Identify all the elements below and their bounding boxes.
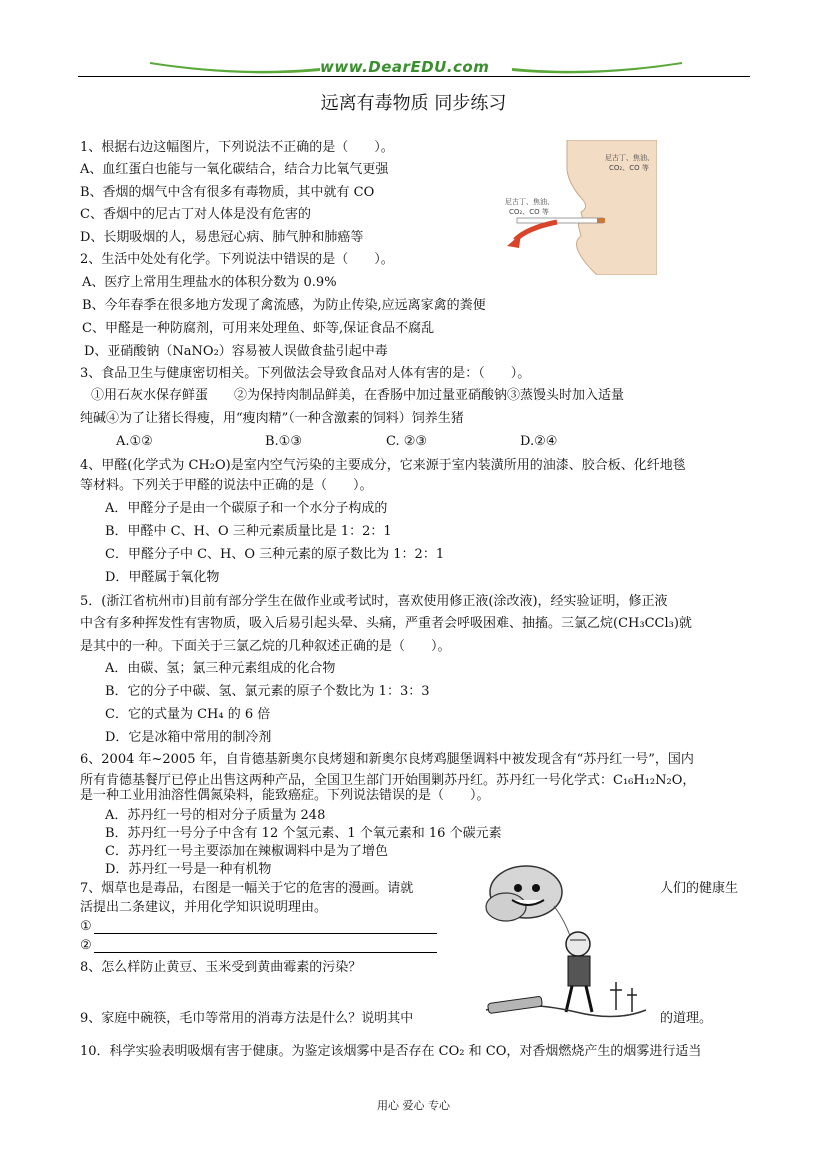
q6-stem-3: 是一种工业用油溶性偶氮染料，能致癌症。下列说法错误的是（ ）。	[80, 788, 490, 803]
q2-option-c: C、甲醛是一种防腐剂，可用来处理鱼、虾等,保证食品不腐乱	[82, 321, 435, 336]
q7-stem-1: 7、烟草也是毒品，右图是一幅关于它的危害的漫画。请就	[80, 881, 414, 896]
q1-option-c: C、香烟中的尼古丁对人体是没有危害的	[80, 207, 311, 222]
q2-option-a: A、医疗上常用生理盐水的体积分数为 0.9%	[82, 275, 337, 290]
q3-items-2: 纯碱④为了让猪长得瘦，用“瘦肉精”（一种含激素的饲料）饲养生猪	[80, 411, 464, 426]
q3-option-a: A.①②	[116, 434, 153, 449]
q9-stem-right: 的道理。	[660, 1011, 713, 1026]
page-footer: 用心 爱心 专心	[377, 1099, 450, 1112]
q1-stem: 1、根据右边这幅图片，下列说法不正确的是（ ）。	[80, 140, 394, 155]
q3-option-b: B.①③	[265, 434, 302, 449]
q6-option-d: D．苏丹红一号是一种有机物	[105, 862, 272, 877]
q4-option-a: A．甲醛分子是由一个碳原子和一个水分子构成的	[105, 501, 388, 516]
q3-option-c: C. ②③	[386, 434, 428, 449]
q3-stem: 3、食品卫生与健康密切相关。下列做法会导致食品对人体有害的是：（ ）。	[80, 366, 531, 381]
q7-stem-2: 活提出二条建议，并用化学知识说明理由。	[80, 900, 328, 915]
q4-option-b: B．甲醛中 C、H、O 三种元素质量比是 1：2：1	[105, 524, 392, 539]
q5-option-a: A．由碳、氢；氯三种元素组成的化合物	[105, 661, 336, 676]
q2-stem: 2、生活中处处有化学。下列说法中错误的是（ ）。	[80, 252, 394, 267]
q5-stem-1: 5．(浙江省杭州市)目前有部分学生在做作业或考试时，喜欢使用修正液(涂改液)，经实验证明，修正液	[80, 594, 668, 609]
figure-label-top: 尼古丁、焦油、	[605, 154, 654, 162]
q6-stem-1: 6、2004 年~2005 年，自肯德基新奥尔良烤翅和新奥尔良烤鸡腿堡调料中被发现含有“苏丹红一号”，国内	[80, 752, 694, 767]
q3-option-d: D.②④	[520, 434, 558, 449]
q2-option-b: B、今年春季在很多地方发现了禽流感，为防止传染,应远离家禽的粪便	[82, 298, 486, 313]
q1-option-d: D、长期吸烟的人，易患冠心病、肺气肿和肺癌等	[80, 230, 364, 245]
q5-option-d: D．它是冰箱中常用的制冷剂	[105, 730, 272, 745]
q6-option-a: A．苏丹红一号的相对分子质量为 248	[105, 808, 326, 823]
q7-answer-2-label: ②	[80, 938, 92, 953]
q4-stem-2: 等材料。下列关于甲醛的说法中正确的是（ ）。	[80, 478, 373, 493]
q5-option-b: B．它的分子中碳、氢、氯元素的原子个数比为 1：3：3	[105, 684, 430, 699]
q4-stem-1: 4、甲醛(化学式为 CH₂O)是室内空气污染的主要成分，它来源于室内装潢所用的油漆、胶合板、化纤地毯	[80, 458, 686, 473]
figure-label-left: 尼古丁、焦油、	[505, 198, 554, 206]
q7-answer-1-line[interactable]	[94, 933, 437, 934]
page-title: 远离有毒物质 同步练习	[320, 93, 507, 114]
header-rule	[78, 76, 750, 77]
logo-swoosh-left	[150, 58, 320, 74]
q7-answer-2-line[interactable]	[94, 952, 437, 953]
figure-label-top2: CO₂、CO 等	[609, 164, 649, 172]
q1-option-b: B、香烟的烟气中含有很多有毒物质，其中就有 CO	[80, 185, 375, 200]
q10-stem: 10．科学实验表明吸烟有害于健康。为鉴定该烟雾中是否存在 CO₂ 和 CO，对香烟燃烧产生的烟雾进行适当	[80, 1044, 702, 1059]
q4-option-d: D．甲醛属于氧化物	[105, 570, 220, 585]
q6-stem-2: 所有肯德基餐厅已停止出售这两种产品，全国卫生部门开始围剿苏丹红。苏丹红一号化学式：C₁₆H₁₂N₂O，	[80, 773, 696, 788]
q1-option-a: A、血红蛋白也能与一氧化碳结合，结合力比氧气更强	[80, 162, 389, 177]
q5-stem-2: 中含有多种挥发性有害物质，吸入后易引起头晕、头痛，严重者会呼吸困难、抽搐。三氯乙烷(CH₃CCl₃)就	[80, 616, 692, 631]
q8-stem: 8、怎么样防止黄豆、玉米受到黄曲霉素的污染？	[80, 960, 362, 975]
smoking-face-illustration	[497, 140, 657, 275]
q7-stem-1-right: 人们的健康生	[660, 881, 739, 896]
q3-items-1: ①用石灰水保存鲜蛋 ②为保持肉制品鲜美，在香肠中加过量亚硝酸钠③蒸馒头时加入适量	[91, 388, 625, 403]
q5-stem-3: 是其中的一种。下面关于三氯乙烷的几种叙述正确的是（ ）。	[80, 639, 451, 654]
q5-option-c: C．它的式量为 CH₄ 的 6 倍	[105, 707, 271, 722]
q6-option-c: C．苏丹红一号主要添加在辣椒调料中是为了增色	[105, 844, 388, 859]
logo-swoosh-right	[512, 58, 682, 74]
q7-answer-1-label: ①	[80, 919, 92, 934]
figure-label-left2: CO₂、CO 等	[509, 208, 549, 216]
site-logo: www.DearEDU.com	[320, 58, 490, 76]
q2-option-d: D、亚硝酸钠（NaNO₂）容易被人误做食盐引起中毒	[84, 344, 388, 359]
smoking-cartoon-illustration	[466, 862, 652, 1037]
q6-option-b: B．苏丹红一号分子中含有 12 个氢元素、1 个氧元素和 16 个碳元素	[105, 826, 502, 841]
q9-stem: 9、家庭中碗筷，毛巾等常用的消毒方法是什么？说明其中	[80, 1011, 414, 1026]
q4-option-c: C．甲醛分子中 C、H、O 三种元素的原子数比为 1：2：1	[105, 547, 445, 562]
